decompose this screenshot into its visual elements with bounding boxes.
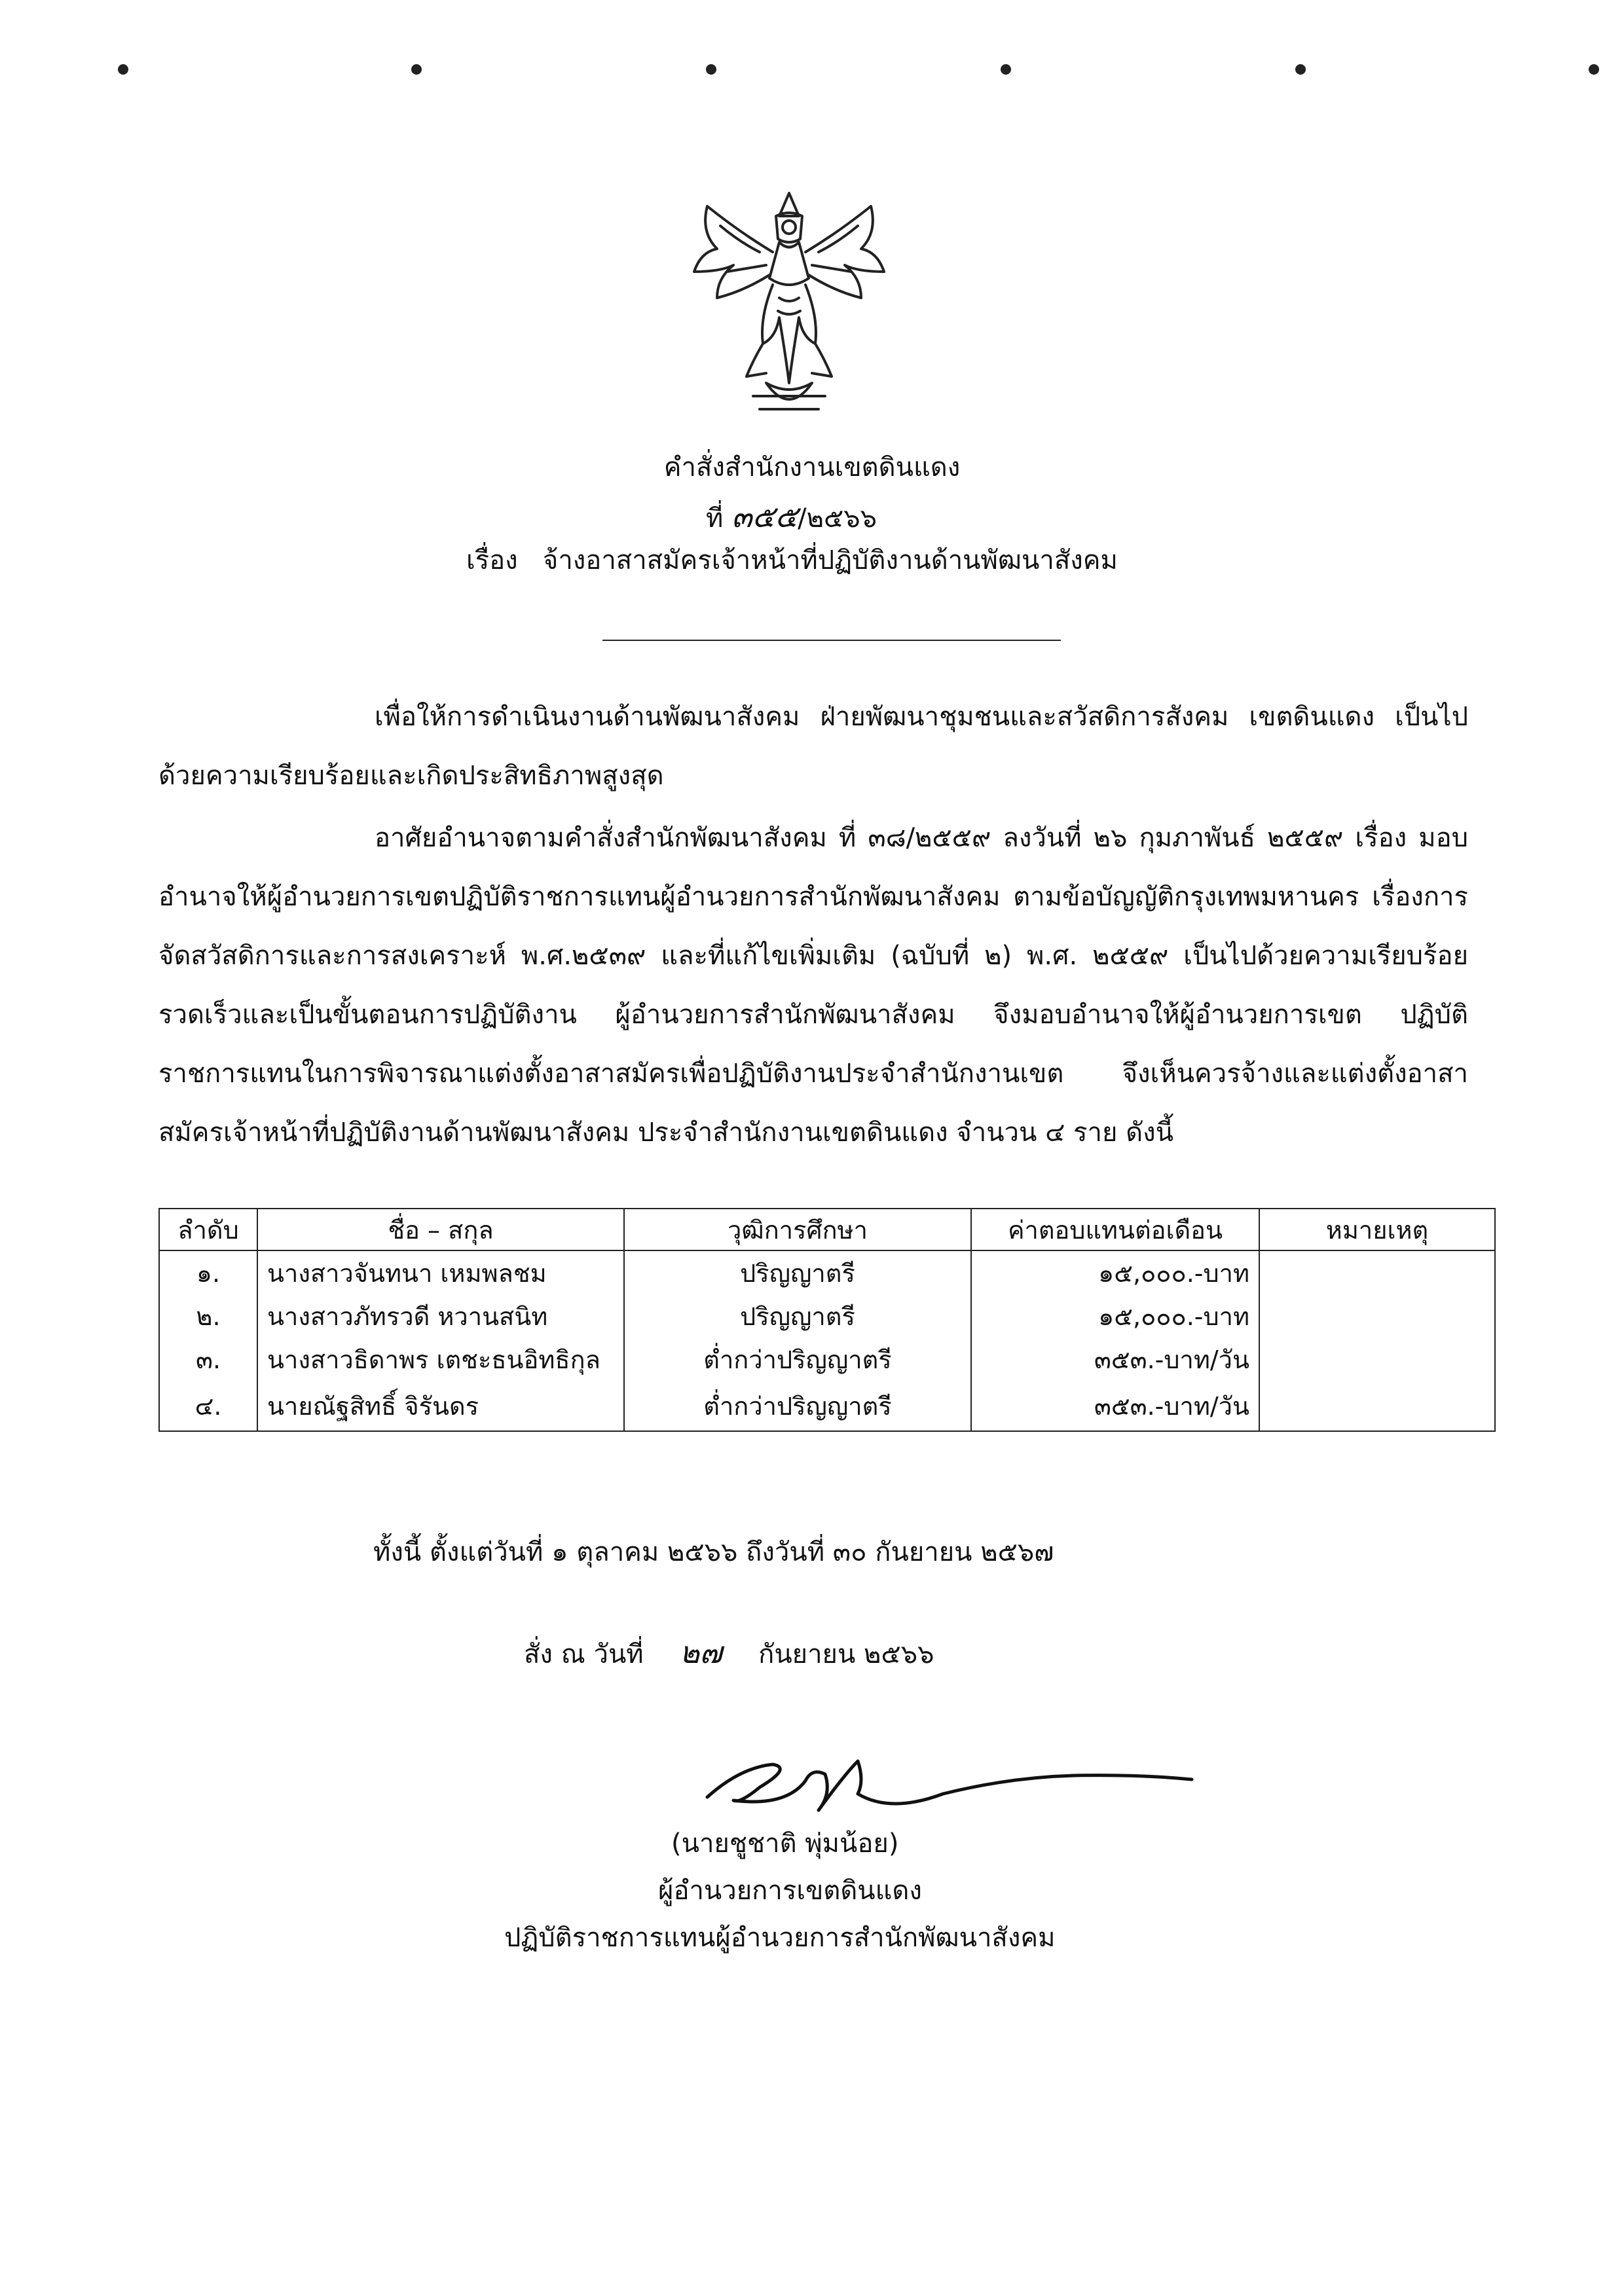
row-name: นายณัฐสิทธิ์ จิรันดร [257, 1381, 624, 1431]
subject-text: จ้างอาสาสมัครเจ้าหน้าที่ปฏิบัติงานด้านพัฒนาสังคม [542, 545, 1118, 575]
punch-hole [118, 64, 128, 75]
row-education: ปริญญาตรี [624, 1294, 971, 1338]
row-education: ต่ำกว่าปริญญาตรี [624, 1338, 971, 1381]
row-index: ๔. [159, 1381, 257, 1431]
signature-icon [694, 1728, 1205, 1820]
row-remark [1259, 1250, 1495, 1294]
row-name: นางสาวภัทรวดี หวานสนิท [257, 1294, 624, 1338]
row-compensation: ๑๕,๐๐๐.-บาท [971, 1294, 1259, 1338]
header-compensation: ค่าตอบแทนต่อเดือน [971, 1209, 1259, 1250]
paragraph-authority-text: อาศัยอำนาจตามคำสั่งสำนักพัฒนาสังคม ที่ ๓๘/๒๕๕๙ ลงวันที่ ๒๖ กุมภาพันธ์ ๒๕๕๙ เรื่อง มอบอำนาจให้ผู้อำนวยการเขตปฏิบัติราชการแทนผู้อำนวยการสำนักพัฒนาสังคม ตามข้อบัญญัติกรุงเทพมหานคร เรื่องการจัดสวัสดิการและการสงเคราะห์ พ.ศ.๒๕๓๙ และที่แก้ไขเพิ่มเติม (ฉบับที่ ๒) พ.ศ. ๒๕๕๙ เป็นไปด้วยความเรียบร้อย รวดเร็วและเป็นขั้นตอนการปฏิบัติงาน ผู้อำนวยการสำนักพัฒนาสังคม จึงมอบอำนาจให้ผู้อำนวยการเขต ปฏิบัติราชการแทนในการพิจารณาแต่งตั้งอาสาสมัครเพื่อปฏิบัติงานประจำสำนักงานเขต จึงเห็นควรจ้างและแต่งตั้งอาสาสมัครเจ้าหน้าที่ปฏิบัติงานด้านพัฒนาสังคม ประจำสำนักงานเขตดินแดง จำนวน ๔ ราย ดังนี้ [158, 823, 1469, 1148]
garuda-emblem-icon [681, 187, 897, 422]
staff-table [158, 1208, 1496, 1432]
header-name: ชื่อ – สกุล [257, 1209, 624, 1250]
subject-label: เรื่อง [466, 545, 518, 575]
row-remark [1259, 1294, 1495, 1338]
office-title: คำสั่งสำนักงานเขตดินแดง [663, 452, 961, 483]
signatory-acting: ปฏิบัติราชการแทนผู้อำนวยการสำนักพัฒนาสังคม [504, 1923, 1056, 1953]
ordered-date-line [524, 1633, 934, 1673]
header-index: ลำดับ [159, 1209, 257, 1250]
row-remark [1259, 1338, 1495, 1381]
punch-hole [411, 64, 422, 75]
order-prefix: ที่ [706, 503, 724, 534]
punch-hole [1589, 64, 1599, 75]
row-compensation: ๓๕๓.-บาท/วัน [971, 1381, 1259, 1431]
order-year: /๒๕๖๖ [798, 503, 877, 534]
row-compensation: ๓๕๓.-บาท/วัน [971, 1338, 1259, 1381]
row-remark [1259, 1381, 1495, 1431]
punch-hole [706, 64, 716, 75]
ordered-day: ๒๗ [679, 1635, 722, 1670]
order-number: ๓๕๕ [731, 499, 798, 534]
signatory-title: ผู้อำนวยการเขตดินแดง [658, 1876, 922, 1906]
subject-line [466, 543, 1118, 577]
signatory-name: (นายชูชาติ พุ่มน้อย) [671, 1829, 899, 1859]
paragraph-purpose-text: เพื่อให้การดำเนินงานด้านพัฒนาสังคม ฝ่ายพัฒนาชุมชนและสวัสดิการสังคม เขตดินแดง เป็นไปด้วยความเรียบร้อยและเกิดประสิทธิภาพสูงสุด [158, 702, 1468, 791]
table-row [159, 1250, 1495, 1294]
row-education: ปริญญาตรี [624, 1250, 971, 1294]
table-row [159, 1294, 1495, 1338]
effective-period: ทั้งนี้ ตั้งแต่วันที่ ๑ ตุลาคม ๒๕๖๖ ถึงวันที่ ๓๐ กันยายน ๒๕๖๗ [373, 1537, 1054, 1567]
table-header-row [159, 1209, 1495, 1250]
header-remark: หมายเหตุ [1259, 1209, 1495, 1250]
punch-hole [1001, 64, 1011, 75]
paragraph-authority [158, 809, 1468, 1162]
table-row [159, 1381, 1495, 1431]
ordered-month-year: กันยายน ๒๕๖๖ [758, 1639, 934, 1669]
punch-hole [1295, 64, 1306, 75]
row-name: นางสาวธิดาพร เตชะธนอิทธิกุล [257, 1338, 624, 1381]
row-index: ๑. [159, 1250, 257, 1294]
ordered-prefix: สั่ง ณ วันที่ [524, 1639, 644, 1669]
row-index: ๓. [159, 1338, 257, 1381]
table-row [159, 1338, 1495, 1381]
row-name: นางสาวจันทนา เหมพลชม [257, 1250, 624, 1294]
row-education: ต่ำกว่าปริญญาตรี [624, 1381, 971, 1431]
row-index: ๒. [159, 1294, 257, 1338]
header-education: วุฒิการศึกษา [624, 1209, 971, 1250]
order-number-line [706, 498, 877, 537]
row-compensation: ๑๕,๐๐๐.-บาท [971, 1250, 1259, 1294]
header-divider [602, 640, 1061, 641]
paragraph-purpose [158, 687, 1468, 805]
